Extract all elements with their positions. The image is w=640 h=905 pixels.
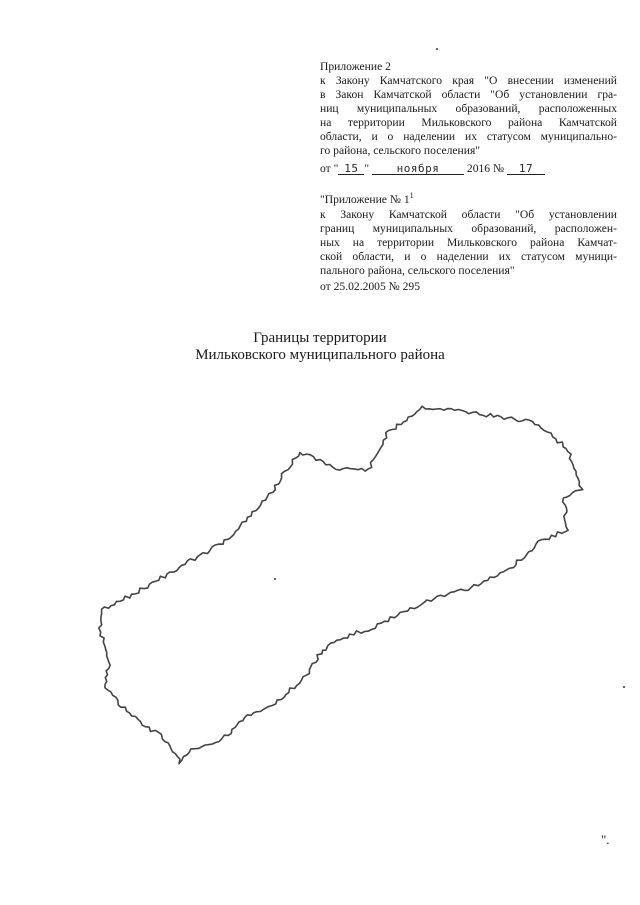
annex-line-2: в Закон Камчатской области "Об установлении гра- <box>320 88 617 101</box>
original-annex-title-sup: 1 <box>409 191 414 201</box>
date-quote: " <box>364 162 370 175</box>
date-year: 2016 № <box>466 162 505 175</box>
original-annex-line-2: границ муниципальных образований, расположен- <box>320 222 617 235</box>
original-annex-title-text: "Приложение № 1 <box>320 193 410 206</box>
original-annex-line-1: к Закону Камчатской области "Об установлении <box>320 208 617 221</box>
annex-line-1: к Закону Камчатского края "О внесении изменений <box>320 74 617 87</box>
original-annex-line-4: ской области, и о наделении их статусом муници- <box>320 250 617 263</box>
district-boundary-outline <box>99 406 583 763</box>
original-annex-date: от 25.02.2005 № 295 <box>320 280 421 293</box>
closing-quote-mark: ". <box>601 832 610 847</box>
date-day: 15 <box>338 163 364 175</box>
date-prefix: от " <box>320 162 339 175</box>
date-number: 17 <box>507 163 545 175</box>
original-annex-line-5: пального района, сельского поселения" <box>320 264 515 277</box>
date-month: ноября <box>372 163 464 175</box>
page-heading-line-2: Мильковского муниципального района <box>195 347 445 363</box>
annex-line-5: области, и о наделении их статусом муниципально- <box>320 130 617 143</box>
scan-speck <box>623 686 625 688</box>
annex-title: Приложение 2 <box>320 60 391 73</box>
annex-line-6: го района, сельского поселения" <box>320 144 481 157</box>
scan-speck <box>436 48 438 50</box>
page-heading-line-1: Границы территории <box>253 330 387 346</box>
scan-speck <box>274 578 276 580</box>
annex-line-3: ниц муниципальных образований, расположенных <box>320 102 617 115</box>
original-annex-line-3: ных на территории Мильковского района Камчат- <box>320 236 617 249</box>
annex-line-4: на территории Мильковского района Камчатской <box>320 116 617 129</box>
